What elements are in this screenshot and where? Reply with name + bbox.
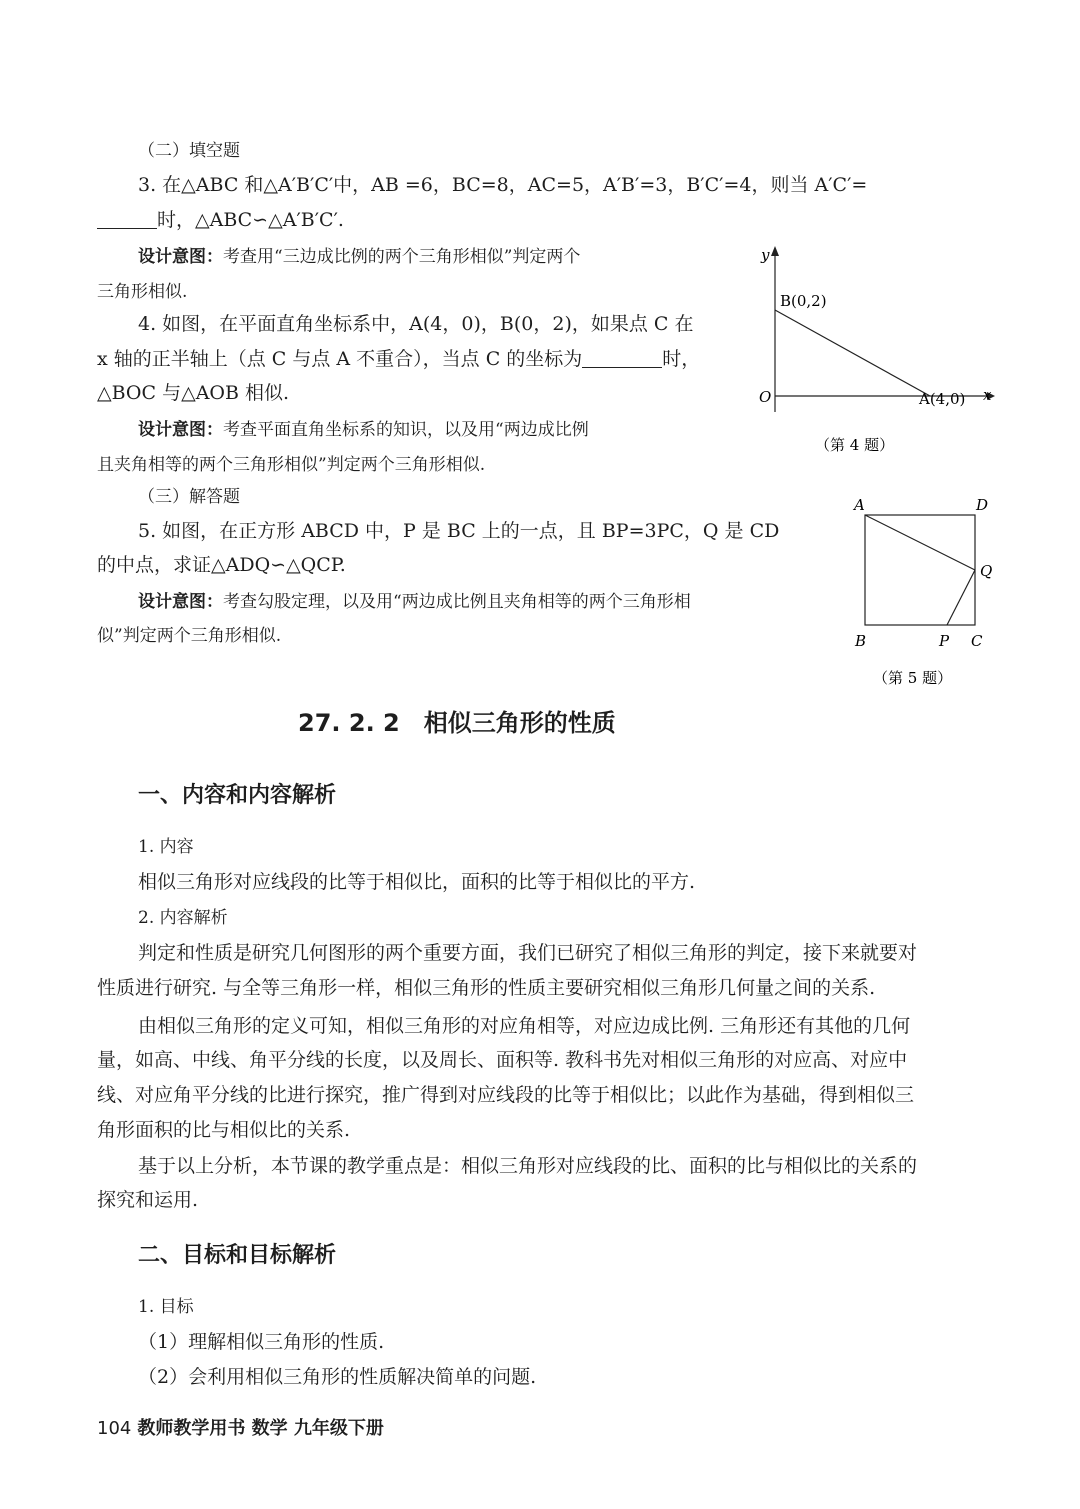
q3-line2 [97, 207, 344, 233]
page-footer [97, 1414, 384, 1440]
q5-line2: 的中点，求证△ADQ∽△QCP. [97, 554, 346, 576]
para2-line4: 角形面积的比与相似比的关系. [97, 1119, 351, 1141]
q4-intent-label: 设计意图： [138, 420, 223, 440]
segment-qp [947, 570, 975, 625]
point-b-label: B(0,2) [780, 292, 827, 310]
figure-q4-caption: （第 4 题） [815, 436, 895, 454]
q5-intent-label: 设计意图： [138, 592, 223, 612]
q4-answer-blank [582, 349, 662, 368]
point-c-label: C [971, 632, 983, 650]
point-a-label: A(4,0) [919, 390, 966, 408]
goal-2: （2）会利用相似三角形的性质解决简单的问题. [138, 1366, 537, 1388]
subheading-content: 1. 内容 [138, 837, 194, 857]
y-axis-label: y [761, 246, 770, 264]
book-title: 教师教学用书 数学 九年级下册 [137, 1418, 384, 1439]
segment-ab [775, 310, 930, 396]
goal-1: （1）理解相似三角形的性质. [138, 1331, 385, 1353]
point-p-label: P [939, 632, 950, 650]
square-abcd [865, 515, 975, 625]
q4-intent-line1 [138, 415, 589, 440]
segment-aq [865, 515, 975, 570]
q3-intent-text: 考查用“三边成比例的两个三角形相似”判定两个 [223, 247, 581, 267]
figure-q5-caption: （第 5 题） [873, 669, 953, 687]
content-text: 相似三角形对应线段的比等于相似比，面积的比等于相似比的平方. [138, 871, 696, 893]
q3-intent-line2: 三角形相似. [97, 282, 188, 302]
x-axis-label: x [983, 386, 992, 404]
para2-line3: 线、对应角平分线的比进行探究，推广得到对应线段的比等于相似比；以此作为基础，得到相似三 [97, 1084, 915, 1106]
point-q-label: Q [980, 562, 993, 580]
page-number: 104 [97, 1418, 132, 1439]
q4-line1: 4. 如图，在平面直角坐标系中，A(4，0)，B(0，2)，如果点 C 在 [138, 313, 694, 335]
q4-line2-text: x 轴的正半轴上（点 C 与点 A 不重合），当点 C 的坐标为 [97, 348, 583, 370]
point-b-label: B [855, 632, 867, 650]
q5-line1: 5. 如图，在正方形 ABCD 中，P 是 BC 上的一点，且 BP=3PC，Q 是 CD [138, 520, 780, 542]
heading-goals-analysis: 二、目标和目标解析 [138, 1243, 337, 1268]
origin-label: O [759, 388, 772, 406]
para1-line1: 判定和性质是研究几何图形的两个重要方面，我们已研究了相似三角形的判定，接下来就要对 [138, 942, 918, 964]
y-axis-arrow [771, 246, 779, 256]
point-d-label: D [976, 496, 989, 514]
section-solve-heading: （三）解答题 [138, 487, 240, 507]
para3-line1: 基于以上分析，本节课的教学重点是：相似三角形对应线段的比、面积的比与相似比的关系的 [138, 1155, 918, 1177]
para1-line2: 性质进行研究. 与全等三角形一样，相似三角形的性质主要研究相似三角形几何量之间的关系. [97, 977, 876, 999]
q4-intent-line2: 且夹角相等的两个三角形相似”判定两个三角形相似. [97, 455, 486, 475]
para2-line1: 由相似三角形的定义可知，相似三角形的对应角相等，对应边成比例. 三角形还有其他的几何 [138, 1015, 911, 1037]
q5-intent-line1 [138, 587, 691, 612]
para3-line2: 探究和运用. [97, 1189, 199, 1211]
figure-q4-coordinate-plane [735, 240, 995, 470]
point-a-label: A [854, 496, 865, 514]
q4-line2 [97, 346, 700, 372]
q3-line2-text: 时，△ABC∽△A′B′C′. [157, 209, 344, 231]
q4-line3: △BOC 与△AOB 相似. [97, 382, 290, 404]
q3-intent-line1 [138, 242, 580, 267]
section-fill-heading: （二）填空题 [138, 141, 240, 161]
q5-intent-text: 考查勾股定理，以及用“两边成比例且夹角相等的两个三角形相 [223, 592, 691, 612]
section-title: 27. 2. 2 相似三角形的性质 [298, 709, 616, 737]
q3-line1: 3. 在△ABC 和△A′B′C′中，AB =6，BC=8，AC=5，A′B′=3，B′C′=4，则当 A′C′= [138, 174, 868, 196]
heading-content-analysis: 一、内容和内容解析 [138, 783, 337, 808]
q3-intent-label: 设计意图： [138, 247, 223, 267]
q4-line2-end: 时， [662, 348, 701, 370]
para2-line2: 量，如高、中线、角平分线的长度，以及周长、面积等. 教科书先对相似三角形的对应高、对应中 [97, 1049, 908, 1071]
q3-answer-blank [97, 210, 157, 229]
subheading-content-analysis: 2. 内容解析 [138, 908, 228, 928]
subheading-goals: 1. 目标 [138, 1297, 194, 1317]
q4-intent-text: 考查平面直角坐标系的知识，以及用“两边成比例 [223, 420, 589, 440]
figure-q5-square [845, 490, 1005, 695]
q5-intent-line2: 似”判定两个三角形相似. [97, 626, 282, 646]
